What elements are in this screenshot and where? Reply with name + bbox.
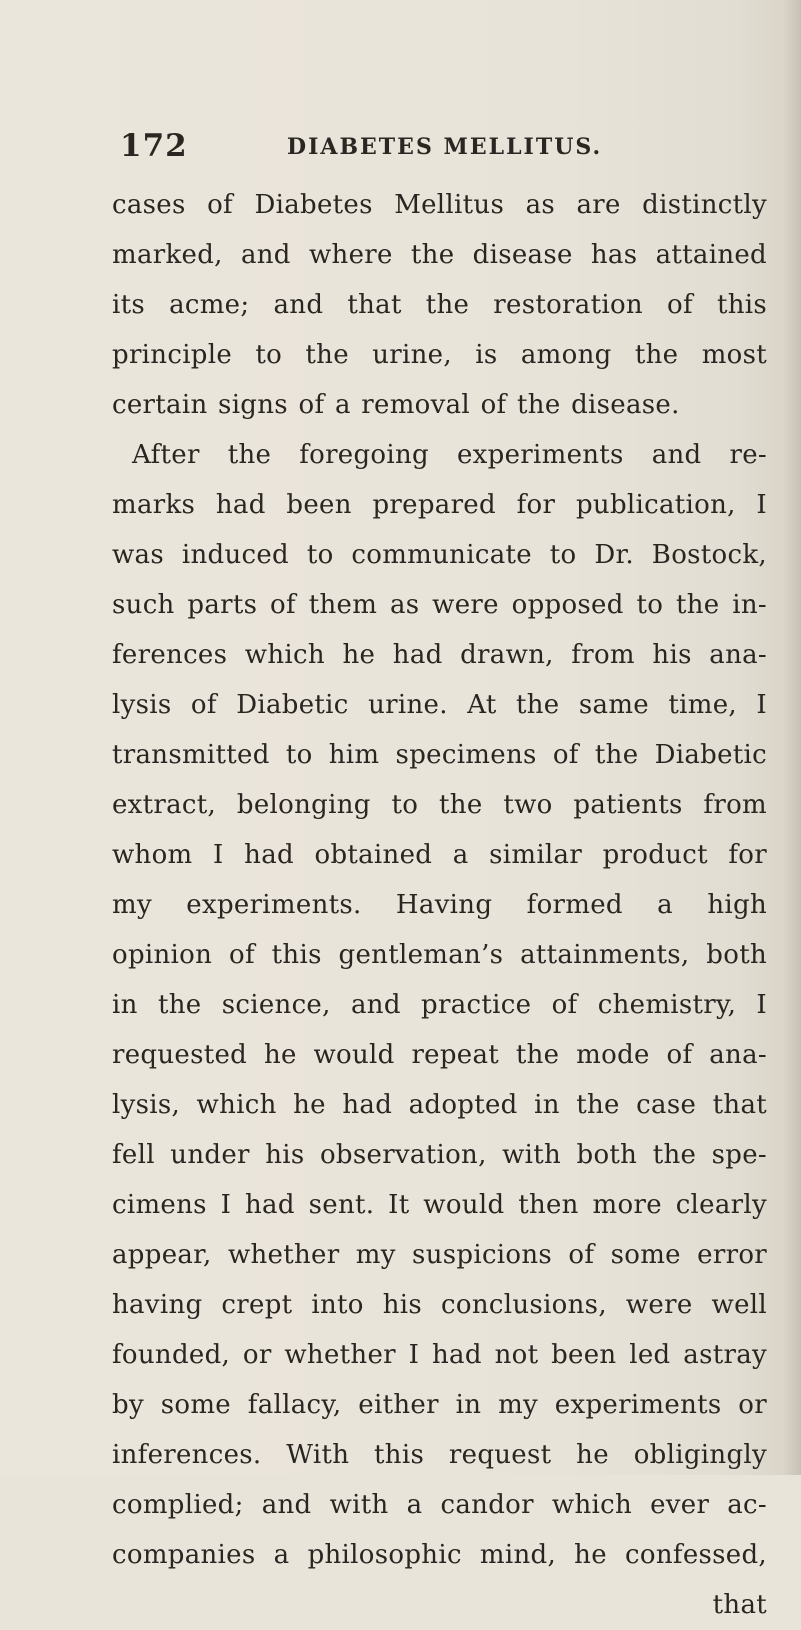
text-line: requested he would repeat the mode of ana- [112,1040,767,1070]
text-line: extract, belonging to the two patients from [112,790,767,820]
text-line: my experiments. Having formed a high [112,890,767,920]
text-line: was induced to communicate to Dr. Bostock, [112,540,767,570]
text-line: fell under his observation, with both the spe- [112,1140,767,1170]
page-number: 172 [120,128,188,164]
text-line: marks had been prepared for publication, I [112,490,767,520]
text-line: appear, whether my suspicions of some error [112,1240,767,1270]
text-line: transmitted to him specimens of the Diabetic [112,740,767,770]
text-line: having crept into his conclusions, were well [112,1290,767,1320]
text-line: lysis, which he had adopted in the case that [112,1090,767,1120]
text-line: in the science, and practice of chemistry, I [112,990,767,1020]
text-line: principle to the urine, is among the most [112,340,767,370]
text-line: certain signs of a removal of the disease. [112,390,680,420]
text-line: companies a philosophic mind, he confessed, [112,1540,767,1570]
text-line: its acme; and that the restoration of this [112,290,767,320]
catchword: that [712,1590,767,1620]
text-line-paragraph-start: After the foregoing experiments and re- [132,440,767,470]
text-line: marked, and where the disease has attained [112,240,767,270]
text-line: such parts of them as were opposed to the in- [112,590,767,620]
text-line: inferences. With this request he obligingly [112,1440,767,1470]
body-text [112,180,767,1630]
page-edge-shadow [783,0,801,1475]
page-header [0,128,801,168]
text-line: cimens I had sent. It would then more clearly [112,1190,767,1220]
text-line: by some fallacy, either in my experiments or [112,1390,767,1420]
text-line: cases of Diabetes Mellitus as are distinctly [112,190,767,220]
text-line: complied; and with a candor which ever ac- [112,1490,767,1520]
text-line: lysis of Diabetic urine. At the same time, I [112,690,767,720]
text-line: founded, or whether I had not been led astray [112,1340,767,1370]
text-line: ferences which he had drawn, from his ana- [112,640,767,670]
text-line: whom I had obtained a similar product for [112,840,767,870]
text-line: opinion of this gentleman’s attainments, both [112,940,767,970]
running-head: DIABETES MELLITUS. [287,134,603,160]
